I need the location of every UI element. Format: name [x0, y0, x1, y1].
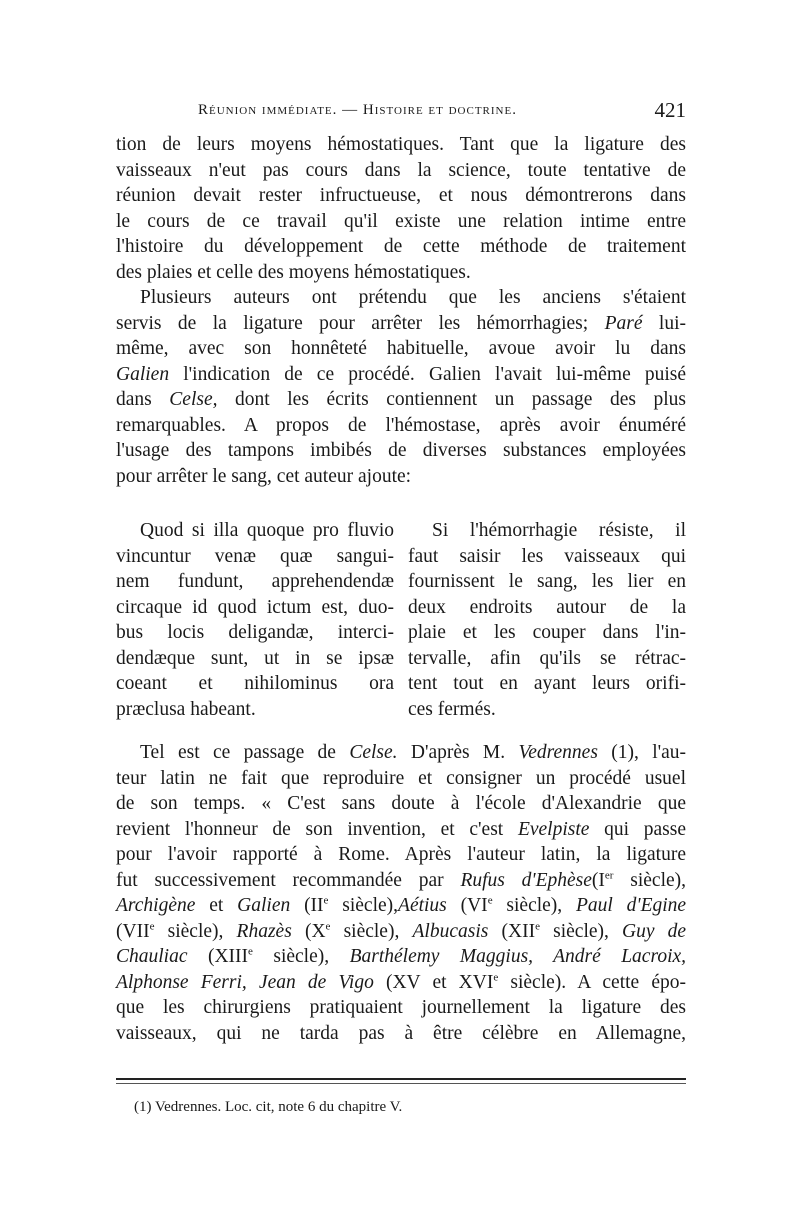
- paragraph-3: [116, 740, 686, 1046]
- french-line: tervalle, afin qu'ils se rétrac-: [408, 647, 686, 669]
- text-line: vaisseaux, qui ne tarda pas à être célèbre en Allemagne,: [116, 1022, 686, 1044]
- latin-line: vincuntur venæ quæ sangui-: [116, 545, 394, 567]
- text-line: [116, 868, 686, 894]
- french-line: faut saisir les vaisseaux qui: [408, 545, 686, 567]
- text-line: [116, 311, 686, 337]
- superscript: e: [535, 920, 540, 932]
- footnote: (1) Vedrennes. Loc. cit, note 6 du chapitre V.: [134, 1099, 403, 1115]
- superscript: er: [604, 869, 614, 881]
- french-line: Si l'hémorrhagie résiste, il: [432, 520, 686, 541]
- text-line: des plaies et celle des moyens hémostatiques.: [116, 261, 471, 283]
- text-fragment: siècle),: [167, 920, 224, 942]
- text-line: [116, 970, 686, 996]
- french-line: plaie et les couper dans l'in-: [408, 622, 686, 643]
- paragraph-1-and-2: [116, 132, 686, 489]
- text-line: même, avec son honnêteté habituelle, avoue avoir lu dans: [116, 338, 686, 359]
- text-fragment: (X: [304, 920, 326, 942]
- text-line: [116, 387, 686, 413]
- text-line: remarquables. A propos de l'hémostase, après avoir énuméré: [116, 414, 686, 436]
- author-name: Celse,: [169, 389, 218, 410]
- text-fragment: qui passe: [604, 818, 686, 840]
- text-fragment: (VII: [116, 920, 150, 942]
- text-line: Plusieurs auteurs ont prétendu que les anciens s'étaient: [140, 287, 686, 308]
- text-line: pour arrêter le sang, cet auteur ajoute:: [116, 465, 412, 487]
- latin-line: dendæque sunt, ut in se ipsæ: [116, 647, 394, 669]
- text-line: [116, 919, 686, 945]
- text-line: [116, 944, 686, 970]
- superscript: e: [325, 920, 331, 932]
- text-line: l'histoire du développement de cette méthode de traitement: [116, 236, 686, 257]
- latin-line: bus locis deligandæ, interci-: [116, 622, 394, 643]
- text-fragment: siècle),: [506, 895, 563, 916]
- text-fragment: siècle),: [342, 895, 399, 916]
- author-name: Galien: [237, 895, 291, 916]
- french-line: ces fermés.: [408, 698, 496, 720]
- superscript: e: [149, 920, 155, 932]
- text-fragment: Tel est ce passage de: [140, 742, 336, 763]
- french-line: fournissent le sang, les lier en: [408, 571, 686, 592]
- text-line: vaisseaux n'eut pas cours dans la science, toute tentative de: [116, 159, 686, 181]
- superscript: e: [493, 971, 499, 983]
- author-name: Albucasis: [412, 920, 489, 942]
- text-line: [116, 740, 686, 766]
- text-fragment: revient l'honneur de son invention, et c'est: [116, 818, 504, 840]
- superscript: e: [323, 894, 329, 907]
- superscript: e: [487, 894, 493, 907]
- text-fragment: (1), l'au-: [611, 742, 687, 763]
- text-line: l'usage des tampons imbibés de diverses substances employées: [116, 440, 686, 461]
- text-fragment: lui-: [658, 312, 686, 334]
- text-fragment: et: [209, 895, 224, 916]
- author-name: Galien: [116, 363, 170, 385]
- text-line: réunion devait rester infructueuse, et nous démontrerons dans: [116, 185, 686, 206]
- text-fragment: (I: [591, 869, 605, 891]
- latin-line: præclusa habeant.: [116, 698, 256, 720]
- text-fragment: dans: [116, 389, 152, 410]
- author-name: Archigène: [116, 895, 196, 916]
- text-fragment: (II: [304, 895, 324, 916]
- author-name: Vedrennes: [518, 742, 598, 763]
- text-fragment: siècle),: [273, 946, 330, 967]
- text-line: [116, 817, 686, 843]
- french-translation: [408, 518, 686, 722]
- text-fragment: (XII: [501, 920, 536, 942]
- text-fragment: siècle),: [630, 869, 687, 891]
- text-line: de son temps. « C'est sans doute à l'école d'Alexandrie que: [116, 793, 686, 814]
- author-name: Aétius: [398, 895, 447, 916]
- text-fragment: siècle),: [343, 920, 400, 942]
- text-line: le cours de ce travail qu'il existe une relation intime entre: [116, 210, 686, 232]
- text-fragment: (VI: [460, 895, 488, 916]
- text-fragment: l'indication de ce procédé. Galien l'avait lui-même puisé: [183, 363, 687, 385]
- author-name: Barthélemy Maggius, André Lacroix,: [349, 946, 687, 967]
- latin-line: Quod si illa quoque pro fluvio: [140, 520, 394, 541]
- french-line: deux endroits autour de la: [408, 596, 686, 618]
- latin-line: coeant et nihilominus ora: [116, 673, 394, 694]
- text-fragment: D'après M.: [410, 742, 506, 763]
- text-line: tion de leurs moyens hémostatiques. Tant que la ligature des: [116, 134, 686, 155]
- text-line: [116, 893, 686, 919]
- text-line: que les chirurgiens pratiquaient journellement la ligature des: [116, 997, 686, 1018]
- author-name: Evelpiste: [517, 818, 590, 840]
- author-name: Alphonse Ferri, Jean de Vigo: [116, 971, 374, 993]
- running-head: [116, 98, 686, 128]
- running-head-title: Réunion immédiate. — Histoire et doctrine.: [198, 102, 517, 118]
- author-name: Chauliac: [116, 946, 188, 967]
- text-fragment: dont les écrits contiennent un passage des plus: [235, 389, 687, 410]
- author-name: Paul d'Egine: [576, 895, 687, 916]
- latin-line: circaque id quod ictum est, duo-: [116, 596, 394, 618]
- text-fragment: fut successivement recommandée par: [116, 869, 444, 891]
- author-name: Celse.: [349, 742, 398, 763]
- author-name: Rhazès: [236, 920, 292, 942]
- text-fragment: (XIII: [207, 946, 249, 967]
- latin-line: nem fundunt, apprehendendæ: [116, 571, 394, 592]
- text-fragment: servis de la ligature pour arrêter les hémorrhagies;: [116, 312, 589, 334]
- text-fragment: (XV et XVI: [385, 971, 494, 993]
- text-fragment: siècle). A cette épo-: [510, 971, 686, 993]
- author-name: Rufus d'Ephèse: [460, 869, 592, 891]
- text-fragment: siècle),: [553, 920, 609, 942]
- page-number: 421: [654, 98, 686, 122]
- text-line: [116, 362, 686, 388]
- footnote-rule: [116, 1078, 686, 1080]
- footnote-rule-thin: [116, 1083, 686, 1084]
- text-line: pour l'avoir rapporté à Rome. Après l'auteur latin, la ligature: [116, 844, 686, 865]
- latin-quotation: [116, 518, 394, 722]
- author-name: Guy de: [622, 920, 687, 942]
- text-line: teur latin ne fait que reproduire et consigner un procédé usuel: [116, 767, 686, 789]
- author-name: Paré: [604, 312, 643, 334]
- french-line: tent tout en ayant leurs orifi-: [408, 673, 686, 694]
- superscript: e: [248, 945, 253, 958]
